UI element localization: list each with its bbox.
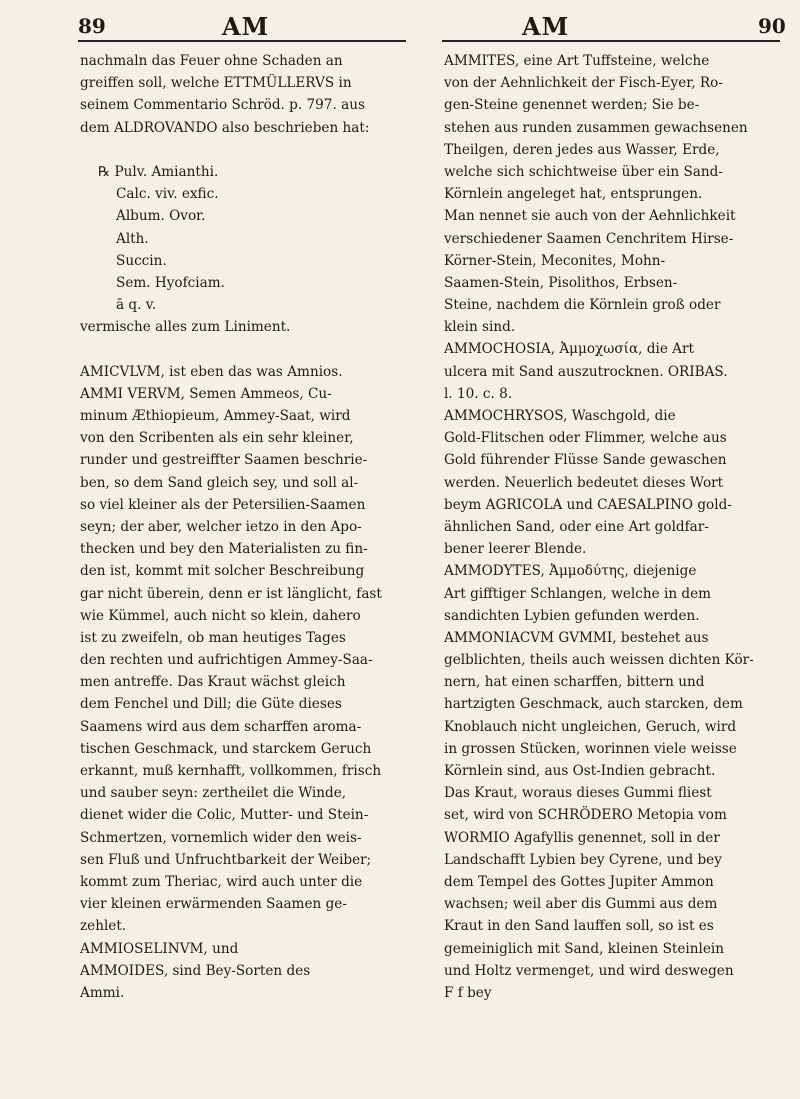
text-line: Calc. viv. exfic. bbox=[116, 186, 219, 203]
text-line: dem Tempel des Gottes Jupiter Ammon bbox=[444, 873, 714, 890]
text-line: nachmaln das Feuer ohne Schaden an bbox=[80, 53, 343, 69]
text-line: wie Kümmel, auch nicht so klein, dahero bbox=[80, 607, 361, 624]
text-line: Körnlein angeleget hat, entsprungen. bbox=[444, 186, 703, 203]
text-line: klein sind. bbox=[444, 319, 516, 336]
text-line: erkannt, muß kernhafft, vollkommen, frisch bbox=[80, 763, 382, 779]
text-line: Gold führender Flüsse Sande gewaschen bbox=[444, 452, 727, 469]
text-line: Schmertzen, vornemlich wider den weis- bbox=[80, 829, 362, 846]
text-line: gen-Steine genennet werden; Sie be- bbox=[444, 97, 700, 114]
text-line: hartzigten Geschmack, auch starcken, dem bbox=[444, 696, 743, 713]
text-line: ähnlichen Sand, oder eine Art goldfar- bbox=[444, 518, 709, 535]
text-line: minum Æthiopieum, Ammey-Saat, wird bbox=[80, 408, 351, 424]
text-line: den rechten und aufrichtigen Ammey-Saa- bbox=[80, 652, 373, 669]
text-line: welche sich schichtweise über ein Sand- bbox=[444, 163, 723, 180]
text-line: thecken und bey den Materialisten zu fin- bbox=[80, 541, 368, 558]
text-line: Theilgen, deren jedes aus Wasser, Erde, bbox=[444, 141, 720, 158]
text-line: beym AGRICOLA und CAESALPINO gold- bbox=[444, 496, 732, 513]
text-line: AMMOIDES, sind Bey-Sorten des bbox=[80, 962, 311, 979]
text-line: und Holtz vermenget, und wird deswegen bbox=[444, 962, 734, 979]
text-line: verschiedener Saamen Cenchritem Hirse- bbox=[444, 230, 734, 247]
text-line: ā q. v. bbox=[116, 297, 157, 314]
left-text-column bbox=[80, 50, 406, 1004]
text-line: F f bey bbox=[444, 984, 492, 1001]
text-line: Ammi. bbox=[80, 984, 125, 1001]
text-line: gar nicht überein, denn er ist länglicht, fast bbox=[80, 585, 382, 602]
text-line: AMMOCHRYSOS, Waschgold, die bbox=[444, 408, 676, 424]
text-line: ben, so dem Sand gleich sey, und soll al- bbox=[80, 474, 359, 491]
text-line: wachsen; weil aber dis Gummi aus dem bbox=[444, 896, 718, 913]
text-line: runder und gestreiffter Saamen beschrie- bbox=[80, 452, 368, 469]
text-line: men antreffe. Das Kraut wächst gleich bbox=[80, 674, 346, 691]
text-line: l. 10. c. 8. bbox=[444, 385, 513, 402]
text-line bbox=[80, 338, 406, 360]
text-line: vermische alles zum Liniment. bbox=[80, 319, 291, 336]
text-line: AMMI VERVM, Semen Ammeos, Cu- bbox=[80, 385, 332, 402]
text-line: dienet wider die Colic, Mutter- und Stein- bbox=[80, 807, 369, 824]
text-line: Landschafft Lybien bey Cyrene, und bey bbox=[444, 851, 722, 868]
text-line: in grossen Stücken, worinnen viele weisse bbox=[444, 740, 737, 757]
text-line: den ist, kommt mit solcher Beschreibung bbox=[80, 563, 365, 580]
text-line: tischen Geschmack, und starckem Geruch bbox=[80, 740, 372, 757]
text-line: werden. Neuerlich bedeutet dieses Wort bbox=[444, 474, 724, 491]
text-line: Sem. Hyofciam. bbox=[116, 274, 225, 291]
text-line: AMMOCHOSIA, Ἀμμοχωσία, die Art bbox=[444, 341, 694, 358]
text-line: AMMODYTES, Ἀμμοδύτης, diejenige bbox=[444, 563, 697, 580]
text-line: gemeiniglich mit Sand, kleinen Steinlein bbox=[444, 940, 725, 957]
text-line: Album. Ovor. bbox=[116, 208, 206, 225]
running-head-left: AM bbox=[222, 12, 270, 41]
header-rule-right bbox=[442, 40, 780, 42]
text-line: set, wird von SCHRÖDERO Metopia vom bbox=[444, 807, 727, 824]
text-line bbox=[80, 139, 406, 161]
text-line: Das Kraut, woraus dieses Gummi fliest bbox=[444, 785, 712, 802]
text-line: gelblichten, theils auch weissen dichten Kör- bbox=[444, 652, 754, 669]
text-line: Man nennet sie auch von der Aehnlichkeit bbox=[444, 208, 736, 225]
text-line: AMMIOSELINVM, und bbox=[80, 940, 239, 957]
text-line: kommt zum Theriac, wird auch unter die bbox=[80, 873, 363, 890]
text-line: ulcera mit Sand auszutrocknen. ORIBAS. bbox=[444, 363, 728, 380]
text-line: sandichten Lybien gefunden werden. bbox=[444, 607, 700, 624]
text-line: vier kleinen erwärmenden Saamen ge- bbox=[80, 896, 347, 913]
text-line: Steine, nachdem die Körnlein groß oder bbox=[444, 297, 721, 314]
text-line: Kraut in den Sand lauffen soll, so ist es bbox=[444, 918, 714, 935]
text-line: ist zu zweifeln, ob man heutiges Tages bbox=[80, 629, 346, 646]
page-number-left: 89 bbox=[78, 14, 106, 38]
text-line: Saamens wird aus dem scharffen aroma- bbox=[80, 718, 362, 735]
page-number-right: 90 bbox=[758, 14, 786, 38]
text-line: AMMONIACVM GVMMI, bestehet aus bbox=[444, 629, 709, 646]
text-line: Succin. bbox=[116, 252, 167, 269]
text-line: AMICVLVM, ist eben das was Amnios. bbox=[80, 363, 343, 380]
text-line: so viel kleiner als der Petersilien-Saamen bbox=[80, 496, 366, 513]
text-line: Art gifftiger Schlangen, welche in dem bbox=[444, 585, 712, 602]
text-line: dem Fenchel und Dill; die Güte dieses bbox=[80, 696, 342, 713]
text-line: WORMIO Agafyllis genennet, soll in der bbox=[444, 829, 720, 846]
text-line: Körner-Stein, Meconites, Mohn- bbox=[444, 252, 666, 269]
text-line: AMMITES, eine Art Tuffsteine, welche bbox=[444, 53, 710, 69]
text-line: seinem Commentario Schröd. p. 797. aus bbox=[80, 97, 365, 114]
text-line: dem ALDROVANDO also beschrieben hat: bbox=[80, 119, 370, 136]
text-line: Alth. bbox=[116, 230, 149, 247]
running-head-right: AM bbox=[522, 12, 570, 41]
text-line: stehen aus runden zusammen gewachsenen bbox=[444, 119, 748, 136]
text-line: zehlet. bbox=[80, 918, 127, 935]
text-line: sen Fluß und Unfruchtbarkeit der Weiber; bbox=[80, 851, 372, 868]
text-line: seyn; der aber, welcher ietzo in den Apo- bbox=[80, 518, 362, 535]
text-line: bener leerer Blende. bbox=[444, 541, 587, 558]
right-text-column bbox=[444, 50, 778, 1004]
text-line: von den Scribenten als ein sehr kleiner, bbox=[80, 430, 354, 447]
text-line: greiffen soll, welche ETTMÜLLERVS in bbox=[80, 75, 352, 92]
text-line: von der Aehnlichkeit der Fisch-Eyer, Ro- bbox=[444, 75, 723, 92]
text-line: Körnlein sind, aus Ost-Indien gebracht. bbox=[444, 763, 716, 779]
text-line: Knoblauch nicht ungleichen, Geruch, wird bbox=[444, 718, 737, 735]
text-line: ℞ Pulv. Amianthi. bbox=[98, 163, 219, 180]
text-line: Saamen-Stein, Pisolithos, Erbsen- bbox=[444, 274, 678, 291]
text-line: Gold-Flitschen oder Flimmer, welche aus bbox=[444, 430, 727, 447]
text-line: nern, hat einen scharffen, bittern und bbox=[444, 674, 705, 691]
header-rule-left bbox=[78, 40, 406, 42]
text-line: und sauber seyn: zertheilet die Winde, bbox=[80, 785, 347, 802]
